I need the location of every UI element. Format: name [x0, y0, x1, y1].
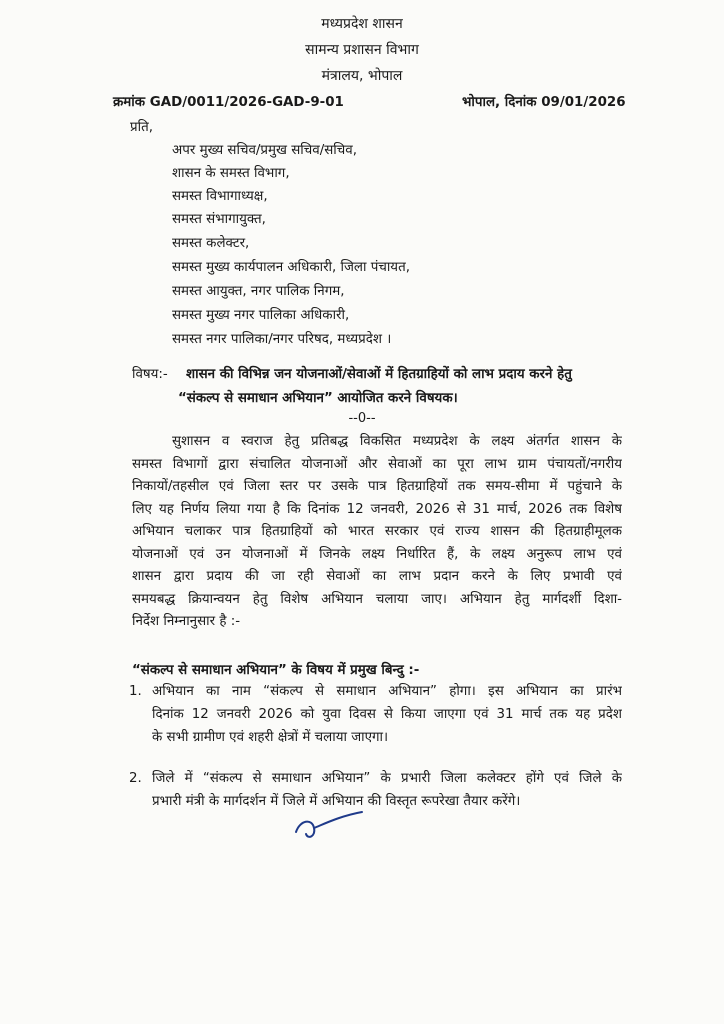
body-line: निकायों/तहसील एवं जिला स्तर पर उसके पात्र हितग्राहियों तक समय-सीमा में पहुंचाने के	[132, 479, 622, 494]
signature-icon	[290, 806, 370, 846]
ref-date: 09/01/2026	[541, 95, 626, 110]
body-line: लिए यह निर्णय लिया गया है कि दिनांक 12 जनवरी, 2026 से 31 मार्च, 2026 तक विशेष	[132, 501, 622, 517]
body-line: समयबद्ध क्रियान्वयन हेतु विशेष अभियान चलाया जाए। अभियान हेतु मार्गदर्शी दिशा-	[132, 591, 622, 607]
subject-line-1: शासन की विभिन्न जन योजनाओं/सेवाओं में हितग्राहियों को लाभ प्रदाय करने हेतु	[186, 367, 572, 382]
point-line: दिनांक 12 जनवरी 2026 को युवा दिवस से किया जाएगा एवं 31 मार्च तक यह प्रदेश	[152, 707, 622, 722]
ref-number: GAD/0011/2026-GAD-9-01	[149, 95, 344, 110]
header-department: सामन्य प्रशासन विभाग	[305, 42, 419, 58]
point-line: अभियान का नाम “संकल्प से समाधान अभियान” होगा। इस अभियान का प्रारंभ	[152, 684, 622, 699]
recipient: समस्त आयुक्त, नगर पालिक निगम,	[172, 284, 345, 299]
body-line: समस्त विभागों द्वारा संचालित योजनाओं और सेवाओं का पूरा लाभ ग्राम पंचायतों/नगरीय	[132, 456, 622, 472]
subject-label: विषय:-	[132, 367, 168, 382]
body-paragraph	[132, 431, 622, 634]
recipient: समस्त मुख्य कार्यपालन अधिकारी, जिला पंचायत,	[172, 260, 410, 275]
recipient: समस्त कलेक्टर,	[172, 236, 250, 251]
ref-date-row	[462, 92, 626, 110]
point-number: 2.	[129, 771, 142, 786]
recipient: समस्त नगर पालिका/नगर परिषद, मध्यप्रदेश ।	[172, 332, 392, 347]
point-line: जिले में “संकल्प से समाधान अभियान” के प्रभारी जिला कलेक्टर होंगे एवं जिले के	[152, 771, 622, 786]
body-line: निर्देश निम्नानुसार है :-	[132, 614, 241, 629]
subject-line-2: “संकल्प से समाधान अभियान” आयोजित करने विषयक।	[178, 391, 458, 406]
recipient: समस्त विभागाध्यक्ष,	[172, 189, 268, 204]
header-ministry: मंत्रालय, भोपाल	[321, 68, 403, 84]
prati-label: प्रति,	[130, 120, 153, 135]
recipient: समस्त मुख्य नगर पालिका अधिकारी,	[172, 308, 350, 323]
point-line: प्रभारी मंत्री के मार्गदर्शन में जिले में अभियान की विस्तृत रूपरेखा तैयार करेंगे।	[152, 794, 521, 809]
header-state: मध्यप्रदेश शासन	[321, 16, 403, 32]
ref-number-row	[113, 92, 344, 110]
recipient: शासन के समस्त विभाग,	[172, 166, 290, 181]
point-2	[152, 767, 622, 813]
body-line: सुशासन व स्वराज हेतु प्रतिबद्ध विकसित मध्यप्रदेश के लक्ष्य अंतर्गत शासन के	[172, 434, 622, 449]
recipient: अपर मुख्य सचिव/प्रमुख सचिव/सचिव,	[172, 143, 357, 158]
ref-label: क्रमांक	[113, 95, 146, 110]
separator: --0--	[348, 411, 376, 426]
body-line: योजनाओं एवं उन योजनाओं में जिनके लक्ष्य निर्धारित हैं, के लक्ष्य अनुरूप लाभ एवं	[132, 546, 622, 562]
points-heading: “संकल्प से समाधान अभियान” के विषय में प्रमुख बिन्दु :-	[132, 663, 420, 678]
point-number: 1.	[129, 684, 142, 699]
body-line: शासन द्वारा प्रदाय की जा रही सेवाओं का लाभ प्रदान करने के लिए प्रभावी एवं	[132, 569, 622, 584]
body-line: अभियान चलाकर पात्र हितग्राहियों को भारत सरकार एवं राज्य शासन की हितग्राहीमूलक	[132, 524, 622, 539]
recipient: समस्त संभागायुक्त,	[172, 212, 266, 227]
point-1	[152, 680, 622, 749]
point-line: के सभी ग्रामीण एवं शहरी क्षेत्रों में चलाया जाएगा।	[152, 730, 389, 745]
place-date-label: भोपाल, दिनांक	[462, 95, 537, 110]
